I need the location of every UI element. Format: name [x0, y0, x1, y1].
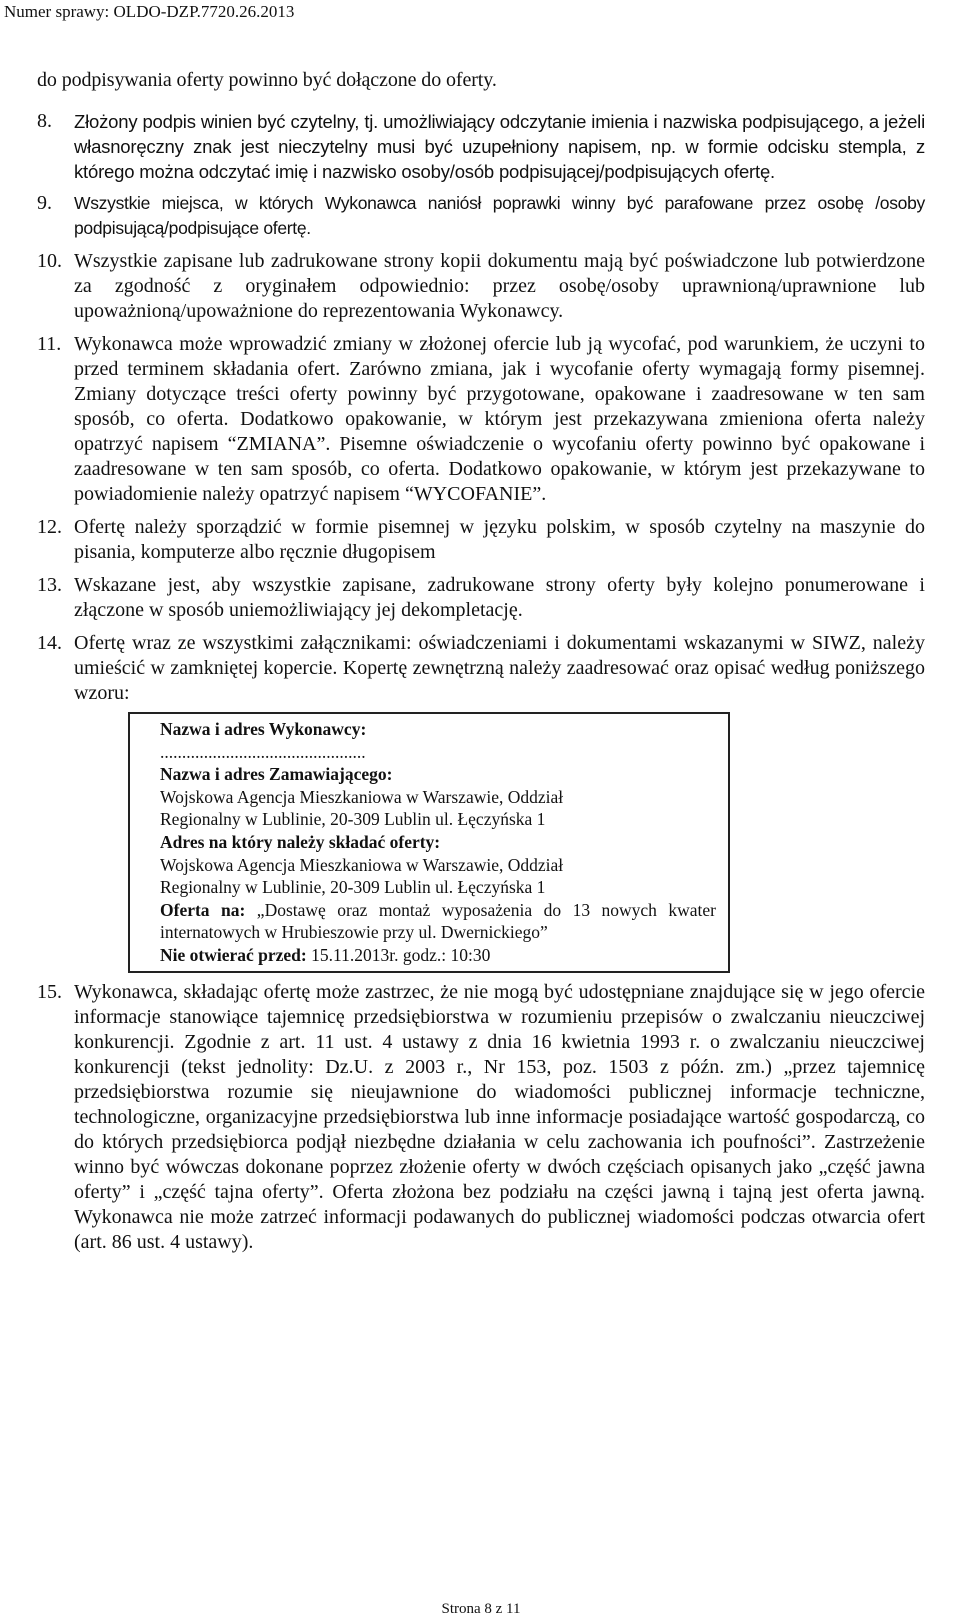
item-number: 15. — [37, 980, 62, 1003]
do-not-open-label: Nie otwierać przed: — [160, 944, 307, 965]
item-number: 10. — [37, 250, 62, 272]
orderer-address-line-2: Regionalny w Lublinie, 20-309 Lublin ul. Łęczyńska 1 — [160, 809, 546, 830]
item-text: Ofertę należy sporządzić w formie pisemnej w języku polskim, w sposób czytelny na maszynie do pisania, komputerze albo ręcznie długopisem — [74, 516, 925, 563]
item-number: 12. — [37, 516, 62, 538]
contractor-label: Nazwa i adres Wykonawcy: — [160, 719, 367, 739]
case-number: Numer sprawy: OLDO-DZP.7720.26.2013 — [4, 2, 295, 21]
list-item-8 — [37, 109, 925, 184]
item-text: Wykonawca może wprowadzić zmiany w złożonej ofercie lub ją wycofać, pod warunkiem, że uczyni to przed terminem składania ofert. Zarówno zmiana, jak i wycofanie oferty wymagają formy pisemnej. Zmiany dotyczące treści oferty powinny być przygotowane, opakowane i zaadresowane w ten sam sposób, co oferta. Dodatkowo opakowanie, w którym jest przekazywana zmieniona oferta należy opatrzyć napisem “ZMIANA”. Pisemne oświadczenie o wycofaniu oferty powinno być opakowane i zaadresowane w ten sam sposób, co oferta. Dodatkowo opakowanie, w którym jest przekazywane to powiadomienie należy opatrzyć napisem “WYCOFANIE”. — [74, 333, 925, 505]
list-item-13 — [37, 573, 925, 623]
offer-subject-value: „Dostawę oraz montaż wyposażenia do 13 nowych kwater internatowych w Hrubieszowie przy ul. Dwernickiego” — [160, 899, 716, 943]
document-body — [37, 68, 925, 1255]
submission-address-line-1: Wojskowa Agencja Mieszkaniowa w Warszawie, Oddział — [160, 854, 564, 875]
page-number-footer: Strona 8 z 11 — [441, 1601, 521, 1617]
item-number: 9. — [37, 192, 52, 214]
item-text: Wszystkie miejsca, w których Wykonawca naniósł poprawki winny być parafowane przez osobę /osoby podpisującą/podpisujące ofertę. — [74, 193, 925, 238]
list-item-9 — [37, 191, 925, 241]
do-not-open-value: 15.11.2013r. godz.: 10:30 — [311, 944, 491, 965]
list-item-10 — [37, 249, 925, 324]
item-text: Wykonawca, składając ofertę może zastrzec, że nie mogą być udostępniane znajdujące się w jego ofercie informacje stanowiące tajemnicę przedsiębiorstwa w rozumieniu przepisów o zwalczaniu nieuczciwej konkurencji. Zgodnie z art. 11 ust. 4 ustawy z dnia 16 kwietnia 1993 r. o zwalczaniu nieuczciwej konkurencji (tekst jednolity: Dz.U. z 2003 r., Nr 153, poz. 1503 z późn. zm.) „przez tajemnicę przedsiębiorstwa rozumie się nieujawnione do wiadomości publicznej informacje techniczne, technologiczne, organizacyjne przedsiębiorstwa lub inne informacje posiadające wartość gospodarczą, co do których przedsiębiorca podjął niezbędne działania w celu zachowania ich poufności”. Zastrzeżenie winno być wówczas dokonane poprzez złożenie oferty w dwóch częściach opisanych jako „część jawna oferty” i „część tajna oferty”. Oferta złożona bez podziału na części jawną i tajną jest oferta jawną. Wykonawca nie może zatrzeć informacji podawanych do publicznej wiadomości podczas otwarcia ofert (art. 86 ust. 4 ustawy). — [74, 980, 925, 1253]
do-not-open-line — [160, 944, 716, 967]
submission-address-line-2: Regionalny w Lublinie, 20-309 Lublin ul. Łęczyńska 1 — [160, 877, 546, 898]
intro-text: do podpisywania oferty powinno być dołączone do oferty. — [37, 69, 497, 91]
list-item-14 — [37, 631, 925, 706]
item-text: Ofertę wraz ze wszystkimi załącznikami: oświadczeniami i dokumentami wskazanymi w SIWZ, należy umieścić w zamkniętej kopercie. Kopertę zewnętrzną należy zaadresować oraz opisać według poniższego wzoru: — [74, 632, 925, 704]
list-item-15 — [37, 980, 925, 1255]
item-number: 11. — [37, 333, 62, 355]
list-item-12 — [37, 515, 925, 565]
item-number: 8. — [37, 110, 52, 132]
contractor-placeholder: ............................................... — [160, 741, 366, 762]
item-text: Złożony podpis winien być czytelny, tj. umożliwiający odczytanie imienia i nazwiska podpisującego, a jeżeli własnoręczny znak jest nieczytelny musi być uzupełniony napisem, np. w formie odcisku stempla, z którego można odczytać imię i nazwisko osoby/osób podpisującej/podpisujących ofertę. — [74, 111, 925, 182]
item-text: Wskazane jest, aby wszystkie zapisane, zadrukowane strony oferty były kolejno ponumerowane i złączone w sposób uniemożliwiający jej dekompletację. — [74, 574, 925, 621]
item-number: 14. — [37, 632, 62, 654]
offer-subject — [160, 899, 716, 944]
envelope-template-box — [128, 712, 730, 973]
item-text: Wszystkie zapisane lub zadrukowane strony kopii dokumentu mają być poświadczone lub potwierdzone za zgodność z oryginałem odpowiednio: przez osobę/osoby uprawnioną/uprawnione lub upoważnioną/upoważnione do reprezentowania Wykonawcy. — [74, 250, 925, 322]
list-item-11 — [37, 332, 925, 507]
orderer-label: Nazwa i adres Zamawiającego: — [160, 764, 393, 785]
item-number: 13. — [37, 574, 62, 596]
orderer-address-line-1: Wojskowa Agencja Mieszkaniowa w Warszawie, Oddział — [160, 786, 564, 807]
offer-subject-label: Oferta na: — [160, 899, 246, 920]
submission-address-label: Adres na który należy składać oferty: — [160, 831, 441, 852]
